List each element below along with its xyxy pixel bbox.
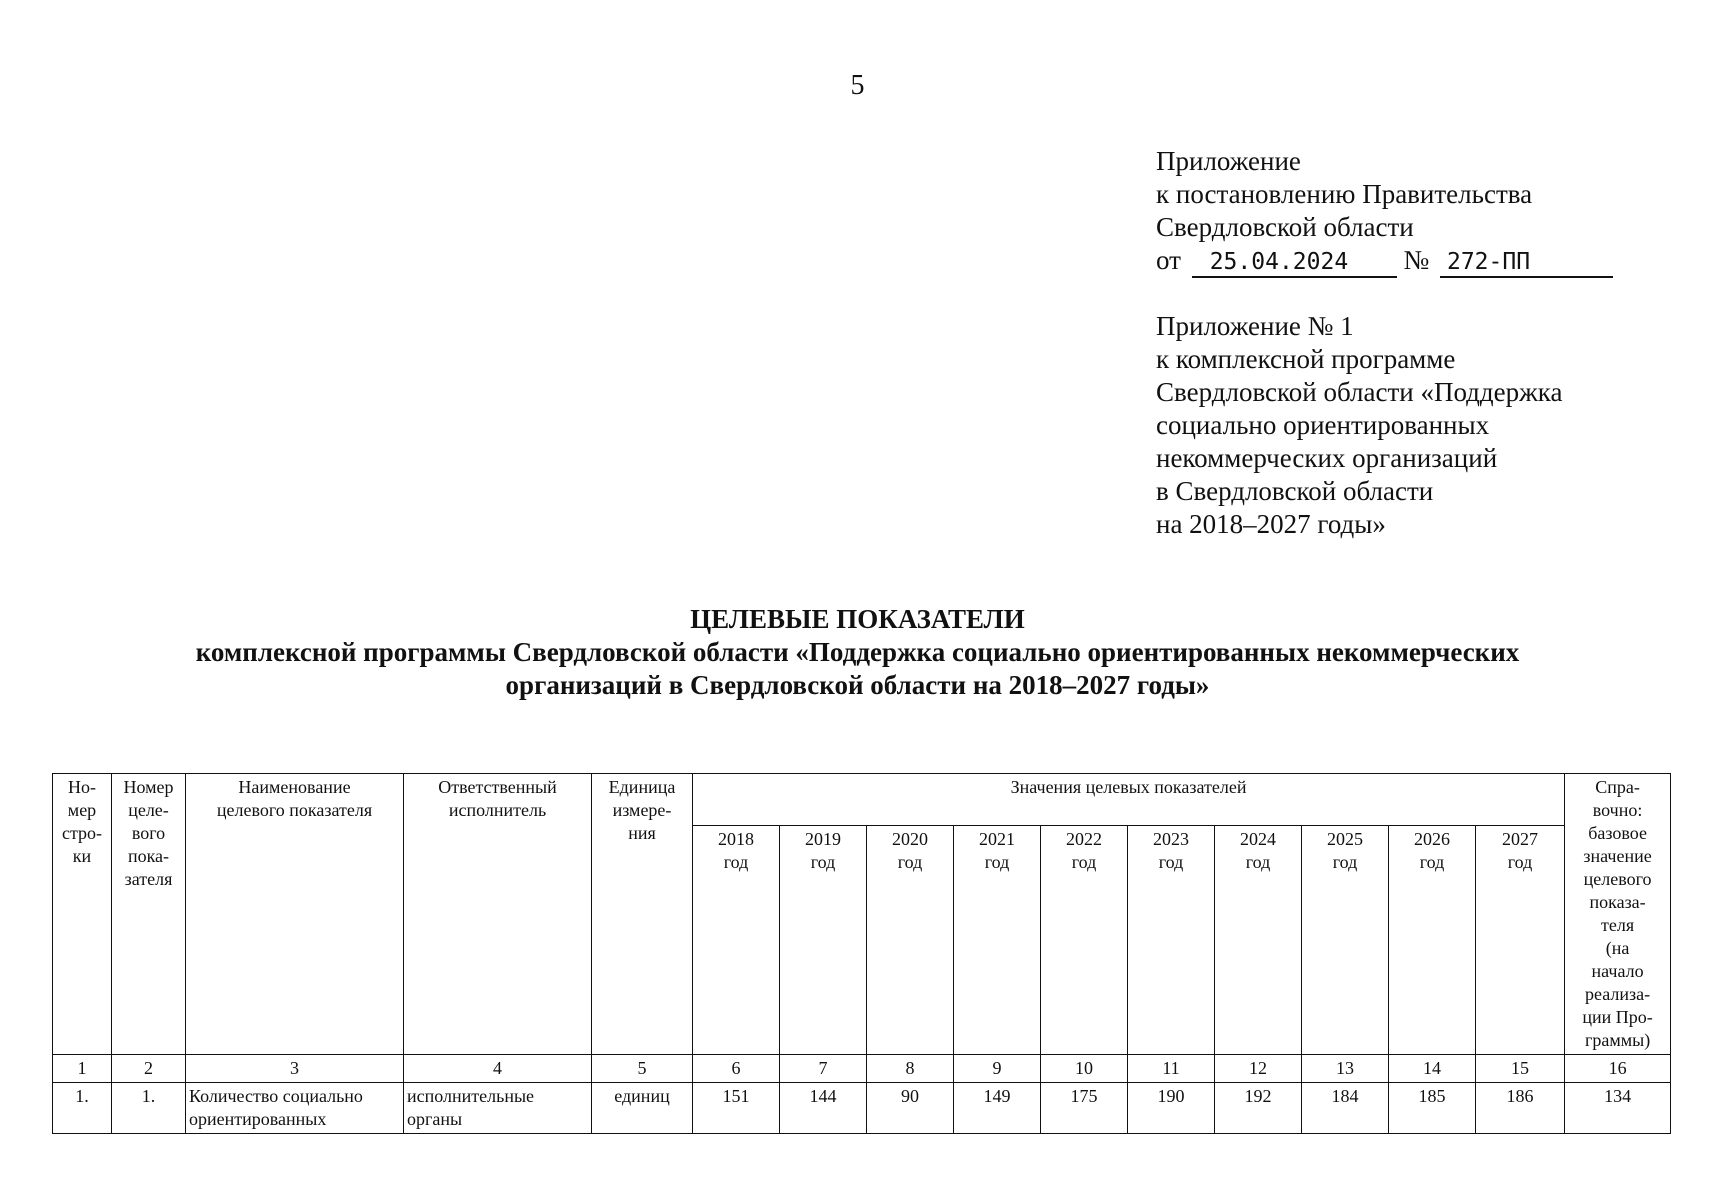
resolution-number: 272-ПП (1440, 249, 1613, 278)
column-number: 3 (186, 1055, 404, 1083)
header-executor: Ответственный исполнитель (404, 774, 592, 1055)
appendix-program-line: Свердловской области «Поддержка (1156, 377, 1563, 407)
header-row-number: Но- мер стро- ки (53, 774, 112, 1055)
title-subheading-cont: организаций в Свердловской области на 2018–2027 годы» (505, 670, 1210, 700)
value-cell: 149 (954, 1083, 1041, 1134)
column-number: 7 (780, 1055, 867, 1083)
column-number: 2 (112, 1055, 186, 1083)
row-number-cell: 1. (53, 1083, 112, 1134)
header-year: 2027 год (1476, 826, 1565, 1055)
column-number: 15 (1476, 1055, 1565, 1083)
header-indicator-number: Номер целе- вого пока- зателя (112, 774, 186, 1055)
value-cell: 184 (1302, 1083, 1389, 1134)
column-number: 8 (867, 1055, 954, 1083)
value-cell: 151 (693, 1083, 780, 1134)
appendix-program-line: Приложение № 1 (1156, 311, 1354, 341)
column-number: 14 (1389, 1055, 1476, 1083)
number-label: № (1403, 245, 1430, 275)
header-unit: Единица измере- ния (592, 774, 693, 1055)
indicators-table (52, 773, 1671, 1134)
value-cell: 175 (1041, 1083, 1128, 1134)
resolution-date-line (1156, 244, 1613, 278)
document-title (0, 603, 1715, 702)
appendix-program-block (1156, 310, 1563, 541)
header-year: 2024 год (1215, 826, 1302, 1055)
value-cell: 185 (1389, 1083, 1476, 1134)
value-cell: 192 (1215, 1083, 1302, 1134)
executor-cell: исполнительные органы (404, 1083, 592, 1134)
column-number: 1 (53, 1055, 112, 1083)
value-cell: 144 (780, 1083, 867, 1134)
header-year: 2018 год (693, 826, 780, 1055)
title-subheading: комплексной программы Свердловской области «Поддержка социально ориентированных некоммерческих (195, 637, 1520, 667)
header-row-1 (53, 774, 1671, 826)
column-number: 16 (1565, 1055, 1671, 1083)
column-number: 12 (1215, 1055, 1302, 1083)
indicator-name-cell: Количество социально ориентированных (186, 1083, 404, 1134)
column-number: 9 (954, 1055, 1041, 1083)
header-indicator-name: Наименование целевого показателя (186, 774, 404, 1055)
appendix-resolution-block (1156, 145, 1613, 278)
table-row (53, 1083, 1671, 1134)
appendix-region: Свердловской области (1156, 212, 1414, 242)
page-number: 5 (850, 70, 865, 101)
appendix-label: Приложение (1156, 146, 1301, 176)
header-year: 2026 год (1389, 826, 1476, 1055)
appendix-program-line: социально ориентированных (1156, 410, 1490, 440)
title-heading: ЦЕЛЕВЫЕ ПОКАЗАТЕЛИ (690, 604, 1025, 634)
appendix-resolution-ref: к постановлению Правительства (1156, 179, 1533, 209)
header-year: 2020 год (867, 826, 954, 1055)
value-cell: 90 (867, 1083, 954, 1134)
value-cell: 186 (1476, 1083, 1565, 1134)
header-values-group: Значения целевых показателей (693, 774, 1565, 826)
header-year: 2025 год (1302, 826, 1389, 1055)
column-number: 4 (404, 1055, 592, 1083)
column-number: 13 (1302, 1055, 1389, 1083)
column-number: 5 (592, 1055, 693, 1083)
column-number: 11 (1128, 1055, 1215, 1083)
header-year: 2023 год (1128, 826, 1215, 1055)
appendix-program-line: на 2018–2027 годы» (1156, 509, 1386, 539)
column-number: 10 (1041, 1055, 1128, 1083)
from-label: от (1156, 245, 1181, 275)
reference-cell: 134 (1565, 1083, 1671, 1134)
unit-cell: единиц (592, 1083, 693, 1134)
appendix-program-line: некоммерческих организаций (1156, 443, 1498, 473)
column-number: 6 (693, 1055, 780, 1083)
column-number-row (53, 1055, 1671, 1083)
appendix-program-line: в Свердловской области (1156, 476, 1434, 506)
value-cell: 190 (1128, 1083, 1215, 1134)
appendix-program-line: к комплексной программе (1156, 344, 1456, 374)
indicator-number-cell: 1. (112, 1083, 186, 1134)
resolution-date: 25.04.2024 (1192, 249, 1397, 278)
header-year: 2022 год (1041, 826, 1128, 1055)
header-reference: Спра- вочно: базовое значение целевого показа- теля (на начало реализа- ции Про- граммы) (1565, 774, 1671, 1055)
header-year: 2019 год (780, 826, 867, 1055)
header-year: 2021 год (954, 826, 1041, 1055)
